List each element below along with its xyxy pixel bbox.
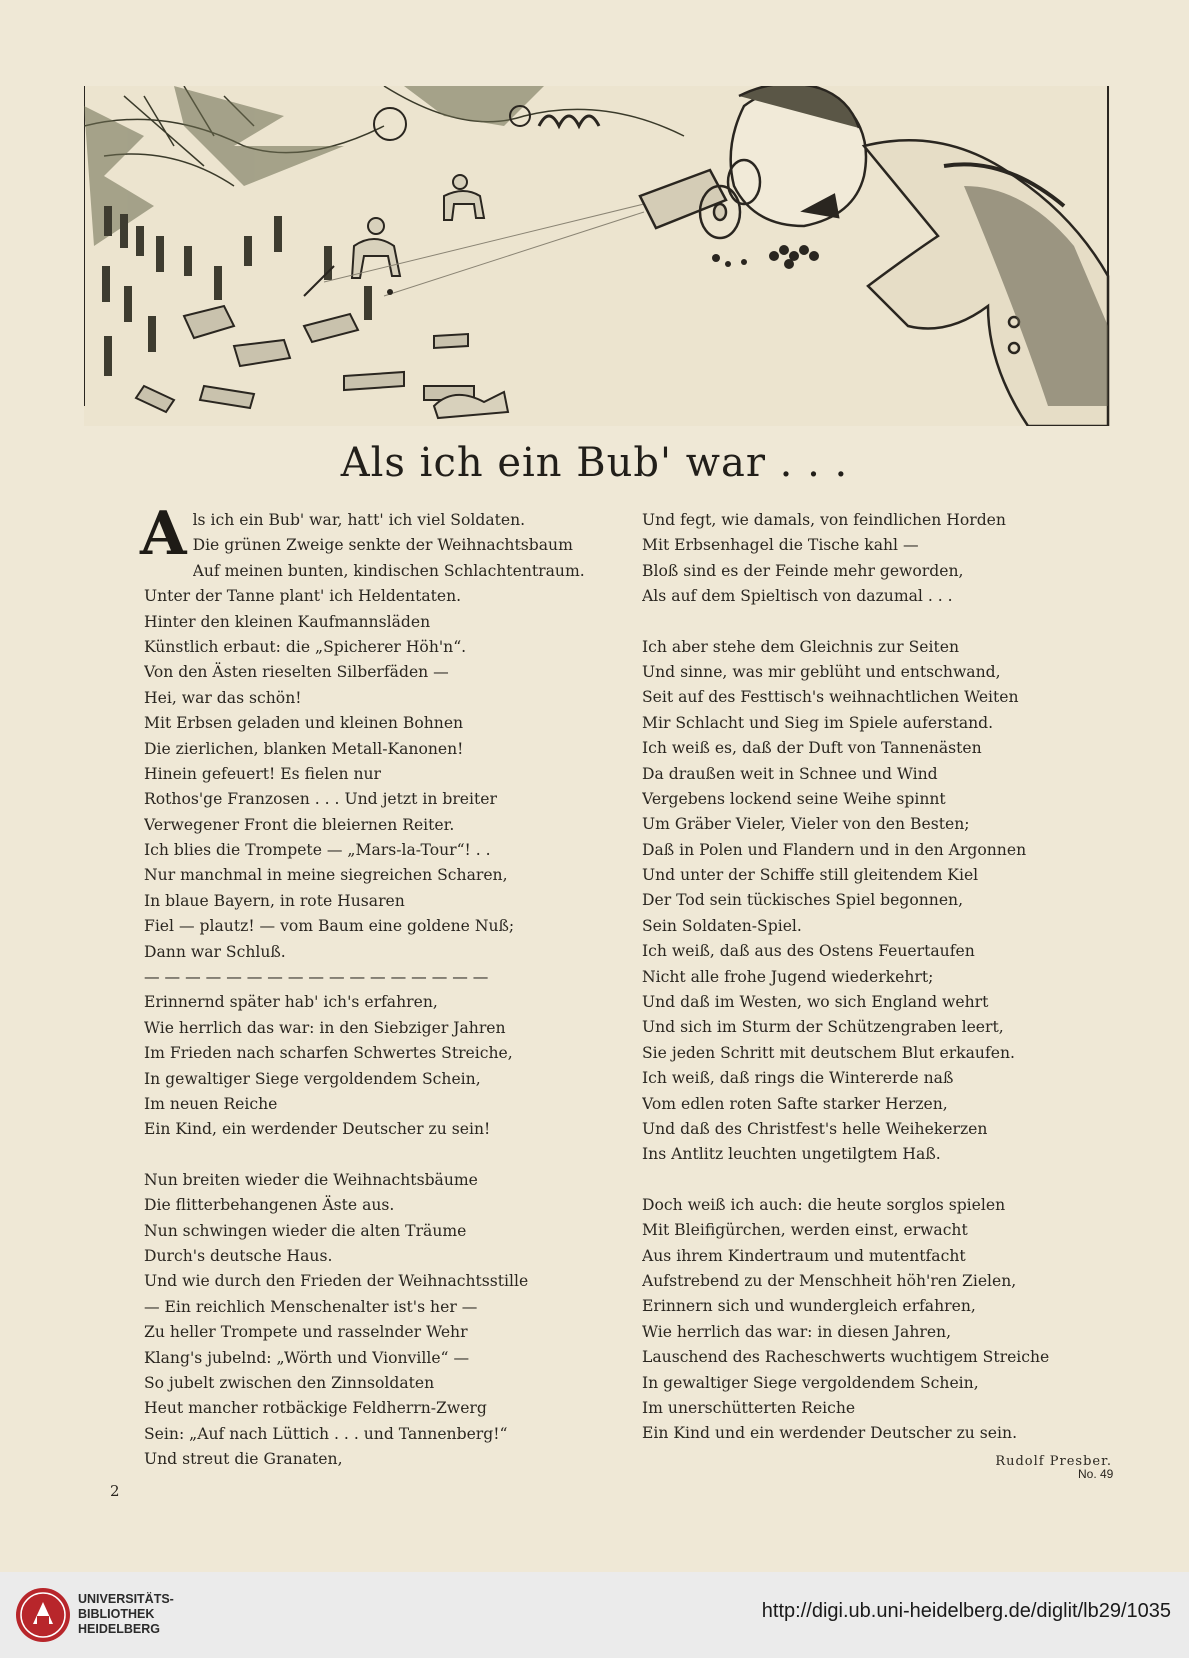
poem-title: Als ich ein Bub' war . . . [340, 440, 849, 486]
verse-line: Durch's deutsche Haus. [144, 1246, 333, 1265]
verse-line: Vom edlen roten Safte starker Herzen, [642, 1094, 948, 1113]
verse-line: Aufstrebend zu der Menschheit höh'ren Zielen, [642, 1271, 1017, 1290]
verse-line: Ich weiß, daß rings die Wintererde naß [642, 1069, 954, 1088]
verse-line: In blaue Bayern, in rote Husaren [144, 891, 405, 910]
stanza-gap [642, 1168, 1112, 1193]
verse-line: Seit auf des Festtisch's weihnachtlichen Weiten [642, 688, 1019, 707]
verse-line: Die grünen Zweige senkte der Weihnachtsbaum [192, 536, 573, 555]
verse-line: Mir Schlacht und Sieg im Spiele auferstand. [642, 713, 994, 732]
verse-line: Zu heller Trompete und rasselnder Wehr [144, 1323, 468, 1342]
stanza [144, 1168, 614, 1473]
stanza-gap [642, 610, 1112, 635]
verse-line: Nicht alle frohe Jugend wiederkehrt; [642, 967, 934, 986]
verse-line: Die flitterbehangenen Äste aus. [144, 1196, 395, 1215]
verse-line: Nun breiten wieder die Weihnachtsbäume [144, 1170, 478, 1189]
library-name-line: BIBLIOTHEK [78, 1607, 155, 1621]
verse-line: Erinnern sich und wundergleich erfahren, [642, 1297, 976, 1316]
header-illustration [84, 86, 1110, 426]
verse-line: Ich weiß, daß aus des Ostens Feuertaufen [642, 942, 975, 961]
verse-line: Da draußen weit in Schnee und Wind [642, 764, 938, 783]
dash-divider: — — — — — — — — — — — — — — — — — [144, 968, 489, 987]
right-column [642, 508, 1112, 1471]
verse-line: Und sinne, was mir geblüht und entschwand, [642, 662, 1001, 681]
verse-line: Der Tod sein tückisches Spiel begonnen, [642, 891, 964, 910]
verse-line: Ein Kind und ein werdender Deutscher zu sein. [642, 1424, 1018, 1443]
verse-line: Im neuen Reiche [144, 1094, 278, 1113]
verse-line: Hei, war das schön! [144, 688, 302, 707]
stanza-gap [144, 1143, 614, 1168]
verse-line: Die zierlichen, blanken Metall-Kanonen! [144, 739, 464, 758]
verse-line: Mit Erbsen geladen und kleinen Bohnen [144, 714, 464, 733]
verse-line: Bloß sind es der Feinde mehr geworden, [642, 561, 964, 580]
verse-line: Vergebens lockend seine Weihe spinnt [642, 789, 946, 808]
verse-line: Ins Antlitz leuchten ungetilgtem Haß. [642, 1145, 941, 1164]
issue-number: No. 49 [1078, 1467, 1114, 1481]
source-url-link[interactable]: http://digi.ub.uni-heidelberg.de/diglit/lb29/1035 [761, 1600, 1171, 1622]
verse-line: Und streut die Granaten, [144, 1450, 343, 1469]
verse-line: Dann war Schluß. [144, 942, 286, 961]
stanza [642, 635, 1112, 1168]
library-footer [0, 1572, 1189, 1658]
verse-line: Nur manchmal in meine siegreichen Scharen, [144, 866, 508, 885]
verse-line: Und daß im Westen, wo sich England wehrt [642, 993, 989, 1012]
stanza [642, 508, 1112, 610]
author-signature: Rudolf Presber. [995, 1453, 1112, 1469]
verse-line: Im Frieden nach scharfen Schwertes Streiche, [144, 1044, 513, 1063]
verse-line: Sie jeden Schritt mit deutschem Blut erkaufen. [642, 1043, 1015, 1062]
library-name-line: HEIDELBERG [78, 1622, 160, 1636]
verse-line: Und wie durch den Frieden der Weihnachtsstille [144, 1272, 529, 1291]
verse-line: Unter der Tanne plant' ich Heldentaten. [144, 587, 462, 606]
verse-line: Und fegt, wie damals, von feindlichen Horden [642, 511, 1006, 529]
toy-soldiers-illustration-icon [84, 86, 1110, 426]
verse-line: Ich aber stehe dem Gleichnis zur Seiten [642, 637, 960, 656]
verse-line: Künstlich erbaut: die „Spicherer Höh'n“. [144, 637, 467, 656]
verse-line: In gewaltiger Siege vergoldendem Schein, [144, 1069, 481, 1088]
verse-line: Rothos'ge Franzosen . . . Und jetzt in breiter [144, 790, 497, 809]
verse-line: Doch weiß ich auch: die heute sorglos spielen [642, 1195, 1006, 1214]
verse-line: Auf meinen bunten, kindischen Schlachtentraum. [192, 561, 585, 580]
verse-line: Im unerschütterten Reiche [642, 1398, 856, 1417]
verse-line: — Ein reichlich Menschenalter ist's her — [144, 1297, 478, 1316]
verse-line: Mit Bleifigürchen, werden einst, erwacht [642, 1221, 968, 1240]
library-name [78, 1592, 174, 1637]
verse-line: Hinein gefeuert! Es fielen nur [144, 764, 381, 783]
verse-line: Wie herrlich das war: in diesen Jahren, [642, 1322, 952, 1341]
stanza [144, 990, 614, 1142]
verse-line: Ich blies die Trompete — „Mars-la-Tour“! . . [144, 841, 491, 860]
verse-line: Sein: „Auf nach Lüttich . . . und Tannenberg!“ [144, 1424, 508, 1443]
verse-line: Verwegener Front die bleiernen Reiter. [144, 815, 455, 834]
drop-cap: A [140, 499, 187, 569]
verse-line: Lauschend des Racheschwerts wuchtigem Streiche [642, 1348, 1050, 1367]
verse-line: Und unter der Schiffe still gleitendem Kiel [642, 866, 979, 885]
stanza [642, 1193, 1112, 1447]
verse-line: Wie herrlich das war: in den Siebziger Jahren [144, 1018, 506, 1037]
verse-line: Hinter den kleinen Kaufmannsläden [144, 612, 431, 631]
verse-line: Heut mancher rotbäckige Feldherrn-Zwerg [144, 1399, 487, 1418]
verse-line: In gewaltiger Siege vergoldendem Schein, [642, 1373, 979, 1392]
verse-line: Und daß des Christfest's helle Weihekerzen [642, 1119, 988, 1138]
verse-line: Erinnernd später hab' ich's erfahren, [144, 993, 438, 1012]
library-name-line: UNIVERSITÄTS- [78, 1592, 174, 1606]
verse-line: Ein Kind, ein werdender Deutscher zu sein! [144, 1120, 491, 1139]
verse-line: ls ich ein Bub' war, hatt' ich viel Soldaten. [192, 511, 526, 529]
verse-line: Aus ihrem Kindertraum und mutentfacht [642, 1246, 966, 1265]
verse-line: Und sich im Sturm der Schützengraben leert, [642, 1018, 1004, 1037]
stanza [144, 559, 614, 965]
verse-line: Nun schwingen wieder die alten Träume [144, 1221, 467, 1240]
page-number: 2 [110, 1482, 120, 1500]
verse-line: Klang's jubelnd: „Wörth und Vionville“ — [144, 1348, 470, 1367]
verse-line: Mit Erbsenhagel die Tische kahl — [642, 536, 919, 555]
verse-line: Als auf dem Spieltisch von dazumal . . . [642, 587, 953, 606]
verse-line: Von den Ästen rieselten Silberfäden — [144, 663, 449, 682]
university-seal-icon[interactable] [14, 1586, 72, 1644]
verse-line: Ich weiß es, daß der Duft von Tannenästen [642, 739, 982, 758]
verse-line: Um Gräber Vieler, Vieler von den Besten; [642, 815, 970, 834]
left-column [140, 499, 614, 1472]
verse-line: Daß in Polen und Flandern und in den Argonnen [642, 840, 1027, 859]
verse-line: Fiel — plautz! — vom Baum eine goldene Nuß; [144, 917, 515, 936]
verse-line: Sein Soldaten-Spiel. [642, 916, 802, 935]
verse-line: So jubelt zwischen den Zinnsoldaten [144, 1373, 435, 1392]
